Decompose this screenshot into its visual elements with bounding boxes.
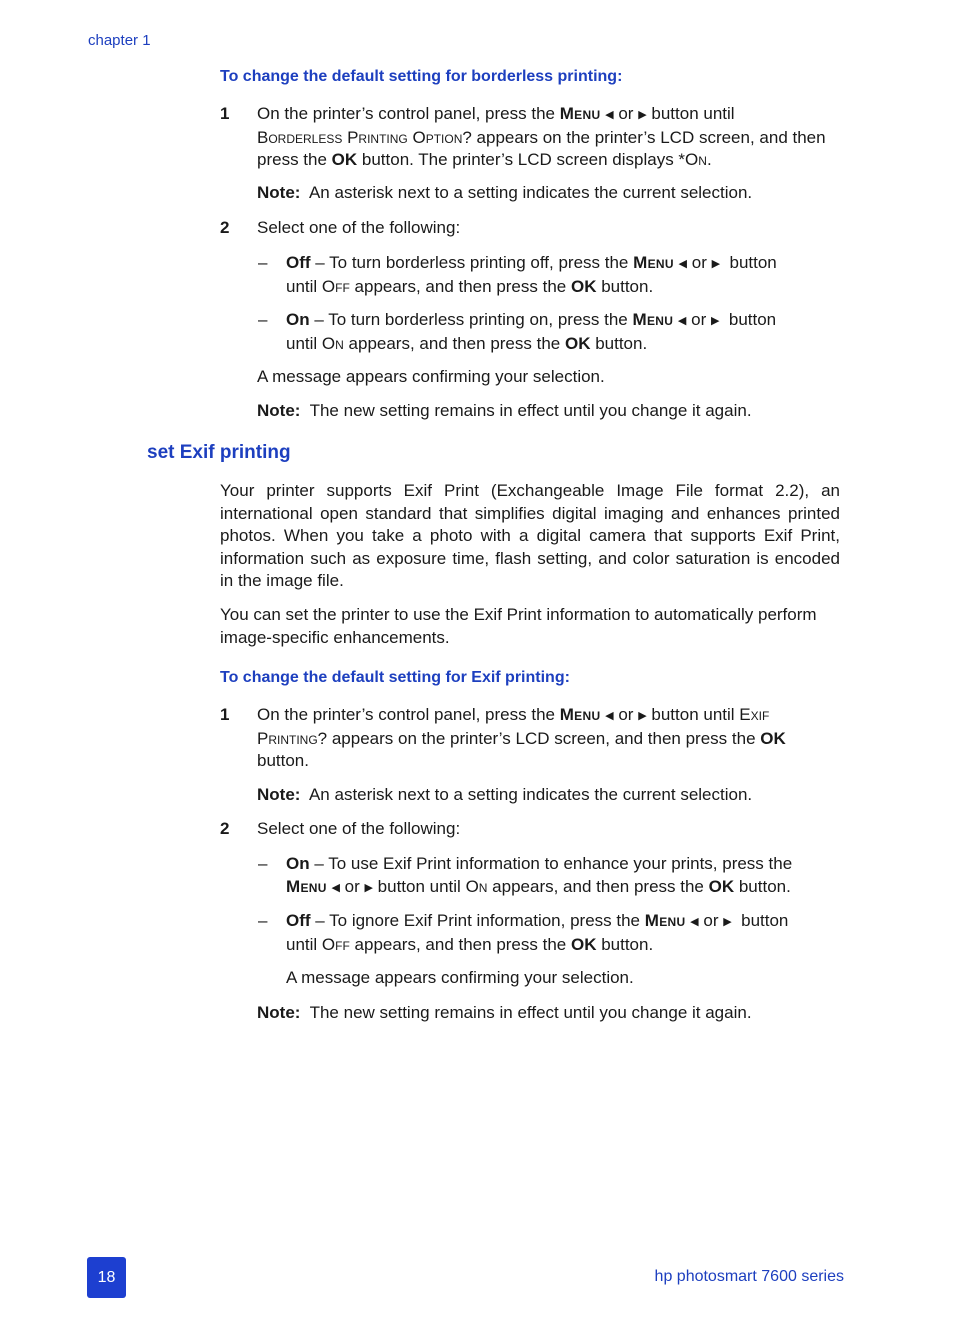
chapter-label: chapter 1 xyxy=(88,32,151,49)
exif-option-off-text: Off – To ignore Exif Print information, press the Menu ◀ or ▶ button until Off appears, and then press the OK button. xyxy=(286,911,789,954)
right-triangle-icon: ▶ xyxy=(638,109,647,121)
step2-text: Select one of the following: xyxy=(257,218,461,237)
product-series-title: hp photosmart 7600 series xyxy=(654,1268,844,1285)
list-dash: – xyxy=(258,911,268,930)
right-triangle-icon: ▶ xyxy=(364,881,373,894)
list-dash: – xyxy=(258,854,268,873)
step-number: 2 xyxy=(220,218,230,237)
list-dash: – xyxy=(258,310,268,329)
step-number: 1 xyxy=(220,104,230,123)
left-triangle-icon: ◀ xyxy=(605,109,614,121)
borderless-procedure-heading: To change the default setting for borderless printing: xyxy=(220,68,623,85)
left-triangle-icon: ◀ xyxy=(690,916,699,928)
list-dash: – xyxy=(258,253,268,272)
ok-button-name: OK xyxy=(331,150,358,169)
borderless-option-name: Borderless Printing Option xyxy=(257,127,463,147)
step2-text: Select one of the following: xyxy=(257,819,461,838)
right-triangle-icon: ▶ xyxy=(723,916,732,928)
note: Note: The new setting remains in effect until you change it again. xyxy=(257,1003,752,1022)
left-triangle-icon: ◀ xyxy=(677,315,687,327)
note: Note: An asterisk next to a setting indicates the current selection. xyxy=(257,183,753,202)
menu-button-name: Menu xyxy=(559,104,601,123)
step-number: 2 xyxy=(220,819,230,838)
page-number-badge: 18 xyxy=(87,1257,126,1298)
note: Note: The new setting remains in effect until you change it again. xyxy=(257,401,752,420)
right-triangle-icon: ▶ xyxy=(711,258,721,270)
section-heading-exif: set Exif printing xyxy=(147,442,291,463)
left-triangle-icon: ◀ xyxy=(678,258,688,270)
exif-option-on-text: On – To use Exif Print information to enhance your prints, press the Menu ◀ or ▶ button until On appears, and then press the OK button. xyxy=(286,853,846,899)
left-triangle-icon: ◀ xyxy=(605,710,614,722)
confirmation-message: A message appears confirming your selection. xyxy=(257,367,605,386)
exif-step1-text: On the printer’s control panel, press the Menu ◀ or ▶ button until Exif Printing? appears on the printer’s LCD screen, and then press the OK button. xyxy=(257,705,786,770)
exif-option-name: Exif Printing xyxy=(257,705,770,748)
note: Note: An asterisk next to a setting indicates the current selection. xyxy=(257,785,753,804)
left-triangle-icon: ◀ xyxy=(331,881,340,894)
option-on-text: On – To turn borderless printing on, press the Menu ◀ or ▶ button until On appears, and then press the OK button. xyxy=(286,310,777,353)
borderless-step1-text: On the printer’s control panel, press the Menu ◀ or ▶ button until Borderless Printing Option? appears on the printer’s LCD screen, and then press the OK button. The printer’s LCD screen displays *On. xyxy=(257,104,826,169)
right-triangle-icon: ▶ xyxy=(710,315,720,327)
right-triangle-icon: ▶ xyxy=(638,710,647,722)
exif-intro-paragraph: Your printer supports Exif Print (Exchangeable Image File format 2.2), an international open standard that simplifies digital imaging and enhances printed photos. When you take a photo with a digital camera that supports Exif Print, information such as exposure time, flash setting, and color saturation is encoded in the image file. xyxy=(220,481,840,590)
option-off-text: Off – To turn borderless printing off, press the Menu ◀ or ▶ button until Off appears, and then press the OK button. xyxy=(286,253,777,296)
exif-procedure-heading: To change the default setting for Exif printing: xyxy=(220,669,570,686)
confirmation-message: A message appears confirming your selection. xyxy=(286,968,634,987)
exif-second-paragraph: You can set the printer to use the Exif Print information to automatically perform image-specific enhancements. xyxy=(220,605,817,647)
step-number: 1 xyxy=(220,705,230,724)
